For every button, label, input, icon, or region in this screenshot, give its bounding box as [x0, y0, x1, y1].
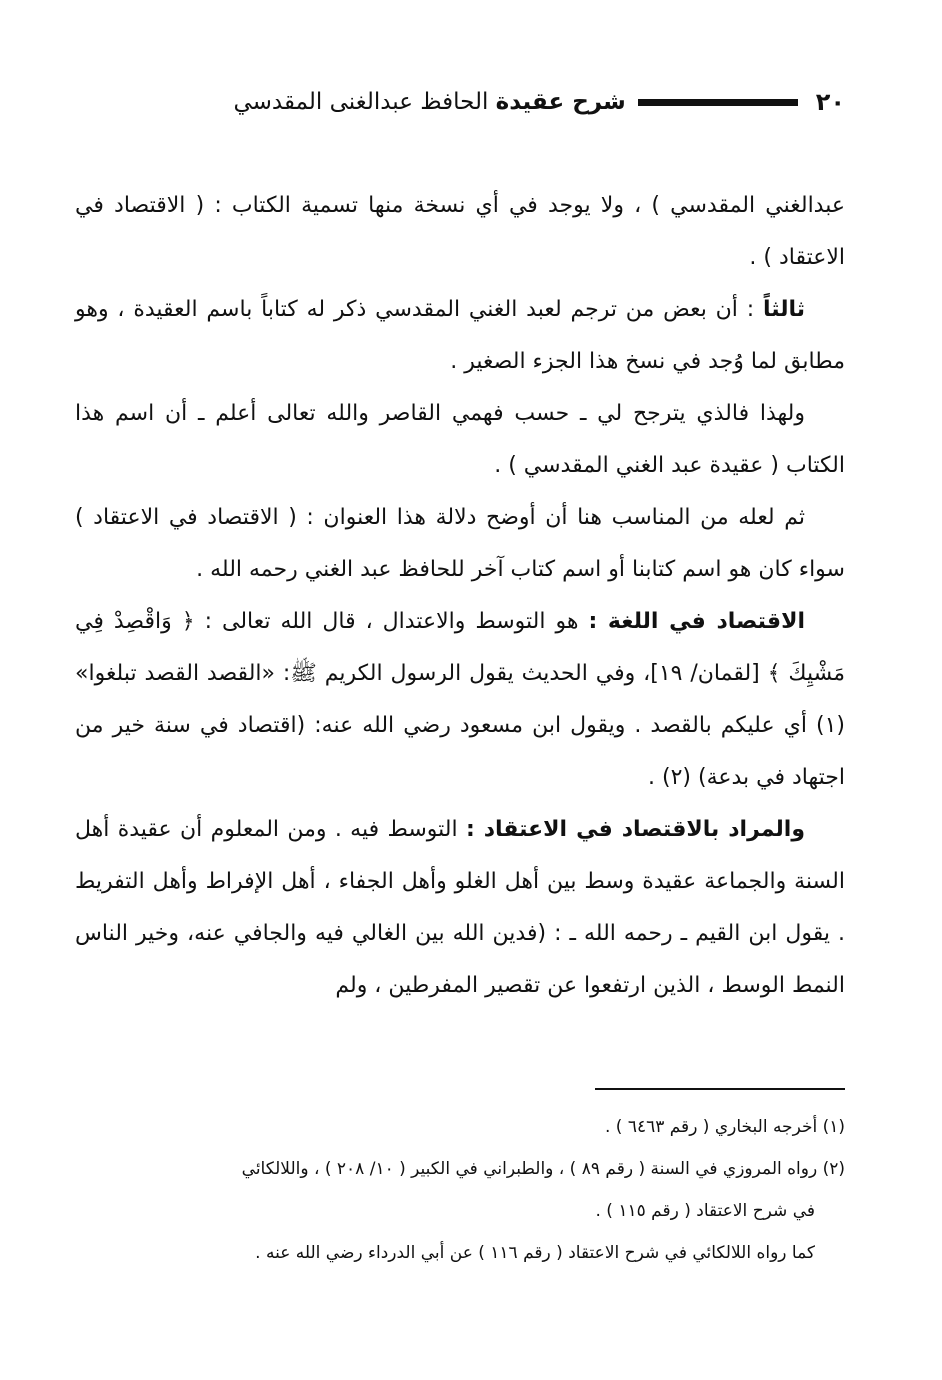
- paragraph-5-term: الاقتصاد في اللغة :: [588, 609, 805, 634]
- paragraph-6: [75, 804, 845, 1012]
- page-number: ٢٠: [815, 88, 845, 116]
- paragraph-5-text: هو التوسط والاعتدال ، قال الله تعالى : ﴿ وَاقْصِدْ فِي مَشْيِكَ ﴾ [لقمان/ ١٩]، وفي الحديث يقول الرسول الكريم ﷺ: «القصد القصد تبلغوا» (١) أي عليكم بالقصد . ويقول ابن مسعود رضي الله عنه: (اقتصاد في سنة خير من اجتهاد في بدعة) (٢) .: [75, 609, 845, 790]
- paragraph-2-term: ثالثاً: [762, 297, 805, 322]
- paragraph-6-text: التوسط فيه . ومن المعلوم أن عقيدة أهل السنة والجماعة عقيدة وسط بين أهل الغلو وأهل الجفاء ، أهل الإفراط وأهل التفريط . يقول ابن القيم ـ رحمه الله ـ : (فدين الله بين الغالي فيه والجافي عنه، وخير الناس النمط الوسط ، الذين ارتفعوا عن تقصير المفرطين ، ولم: [75, 817, 845, 998]
- running-header: [75, 80, 845, 124]
- header-title-bold: شرح عقيدة: [495, 89, 626, 115]
- paragraph-6-term: والمراد بالاقتصاد في الاعتقاد :: [465, 817, 805, 842]
- paragraph-2: [75, 284, 845, 388]
- paragraph-2-text: : أن بعض من ترجم لعبد الغني المقدسي ذكر له كتاباً باسم العقيدة ، وهو مطابق لما وُجد في نسخ هذا الجزء الصغير .: [75, 297, 845, 374]
- footnote-2-continuation: في شرح الاعتقاد ( رقم ١١٥ ) .: [595, 1201, 815, 1221]
- footnotes: [75, 1106, 845, 1274]
- footnote-2-extra: كما رواه اللالكائي في شرح الاعتقاد ( رقم ١١٦ ) عن أبي الدرداء رضي الله عنه .: [255, 1243, 815, 1263]
- header-title: [75, 89, 626, 115]
- paragraph-3: ولهذا فالذي يترجح لي ـ حسب فهمي القاصر والله تعالى أعلم ـ أن اسم هذا الكتاب ( عقيدة عبد الغني المقدسي ) .: [75, 401, 845, 478]
- header-rule: [638, 99, 798, 106]
- footnote-1: (١) أخرجه البخاري ( رقم ٦٤٦٣ ) .: [604, 1117, 845, 1137]
- paragraph-1: عبدالغني المقدسي ) ، ولا يوجد في أي نسخة منها تسمية الكتاب : ( الاقتصاد في الاعتقاد ) .: [75, 193, 845, 270]
- paragraph-4: ثم لعله من المناسب هنا أن أوضح دلالة هذا العنوان : ( الاقتصاد في الاعتقاد ) سواء كان هو اسم كتابنا أو اسم كتاب آخر للحافظ عبد الغني رحمه الله .: [75, 505, 845, 582]
- footnote-2: (٢) رواه المروزي في السنة ( رقم ٨٩ ) ، والطبراني في الكبير ( ١٠/ ٢٠٨ ) ، واللالكائي: [241, 1159, 845, 1179]
- header-title-rest: الحافظ عبدالغنى المقدسي: [233, 89, 496, 115]
- footnote-separator: [595, 1088, 845, 1090]
- paragraph-5: [75, 596, 845, 804]
- main-text: [75, 180, 845, 1012]
